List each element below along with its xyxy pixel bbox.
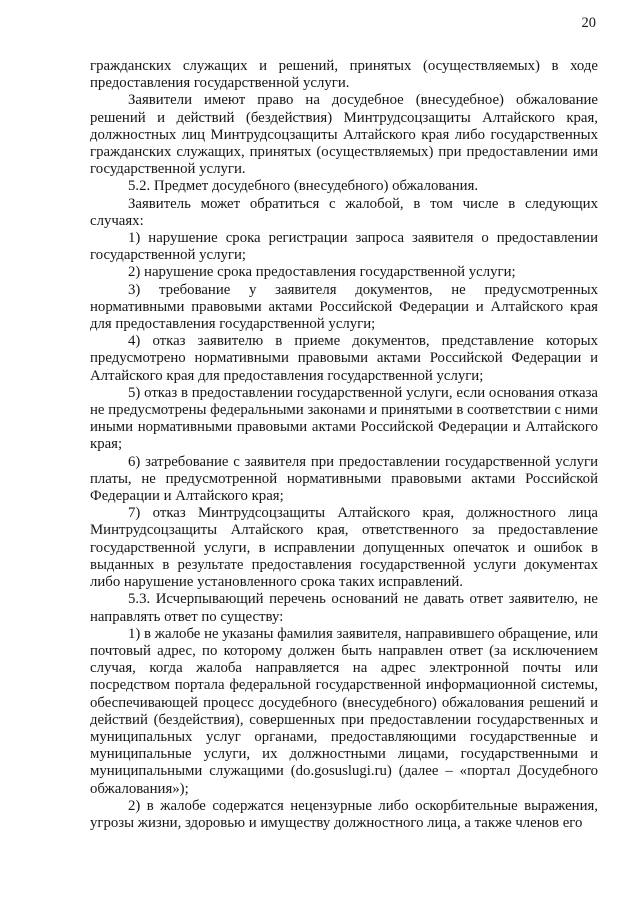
section-heading: 5.3. Исчерпывающий перечень оснований не давать ответ заявителю, не направлять ответ по существу: [90, 591, 598, 625]
list-item: 2) нарушение срока предоставления государственной услуги; [128, 264, 516, 281]
list-item: 6) затребование с заявителя при предоставлении государственной услуги платы, не предусмотренной нормативными правовыми актами Российской Федерации и Алтайского края; [90, 453, 598, 505]
list-item: 3) требование у заявителя документов, не предусмотренных нормативными правовыми актами Российской Федерации и Алтайского края для предоставления государственной услуги; [90, 281, 598, 333]
list-item: 5) отказ в предоставлении государственной услуги, если основания отказа не предусмотрены федеральными законами и принятыми в соответствии с ними иными нормативными правовыми актами Российской Федерации и Алтайского края; [90, 384, 598, 453]
paragraph: Заявитель может обратиться с жалобой, в том числе в следующих случаях: [90, 195, 598, 229]
list-item: 1) нарушение срока регистрации запроса заявителя о предоставлении государственной услуги; [90, 230, 598, 264]
list-item: 2) в жалобе содержатся нецензурные либо оскорбительные выражения, угрозы жизни, здоровью и имуществу должностного лица, а также членов его [90, 797, 598, 831]
paragraph: гражданских служащих и решений, принятых (осуществляемых) в ходе предоставления государственной услуги. [90, 58, 598, 92]
list-item: 7) отказ Минтрудсоцзащиты Алтайского края, должностного лица Минтрудсоцзащиты Алтайского края, ответственного за предоставление государственной услуги, в исправлении допущенных опечаток и ошибок в выданных в результате предоставления государственной услуги документах либо нарушение установленного срока таких исправлений. [90, 505, 598, 591]
list-item: 1) в жалобе не указаны фамилия заявителя, направившего обращение, или почтовый адрес, по которому должен быть направлен ответ (за исключением случая, когда жалоба направляется на адрес электронной почты или посредством портала федеральной государственной информационной системы, обеспечивающей процесс досудебного (внесудебного) обжалования решений и действий (бездействия), совершенных при предоставлении государственных и муниципальных услуг органами, предоставляющими государственные и муниципальные услуги, их должностными лицами, государственными и муниципальными служащими (do.gosuslugi.ru) (далее – «портал Досудебного обжалования»); [90, 625, 598, 797]
paragraph: Заявители имеют право на досудебное (внесудебное) обжалование решений и действий (бездействия) Минтрудсоцзащиты Алтайского края, должностных лиц Минтрудсоцзащиты Алтайского края либо государственных гражданских служащих, принятых (осуществляемых) при предоставлении ими государственной услуги. [90, 92, 598, 178]
page-number: 20 [581, 15, 596, 31]
list-item: 4) отказ заявителю в приеме документов, представление которых предусмотрено нормативными правовыми актами Российской Федерации и Алтайского края для предоставления государственной услуги; [90, 333, 598, 384]
section-heading: 5.2. Предмет досудебного (внесудебного) обжалования. [128, 178, 479, 195]
document-body [90, 58, 598, 832]
